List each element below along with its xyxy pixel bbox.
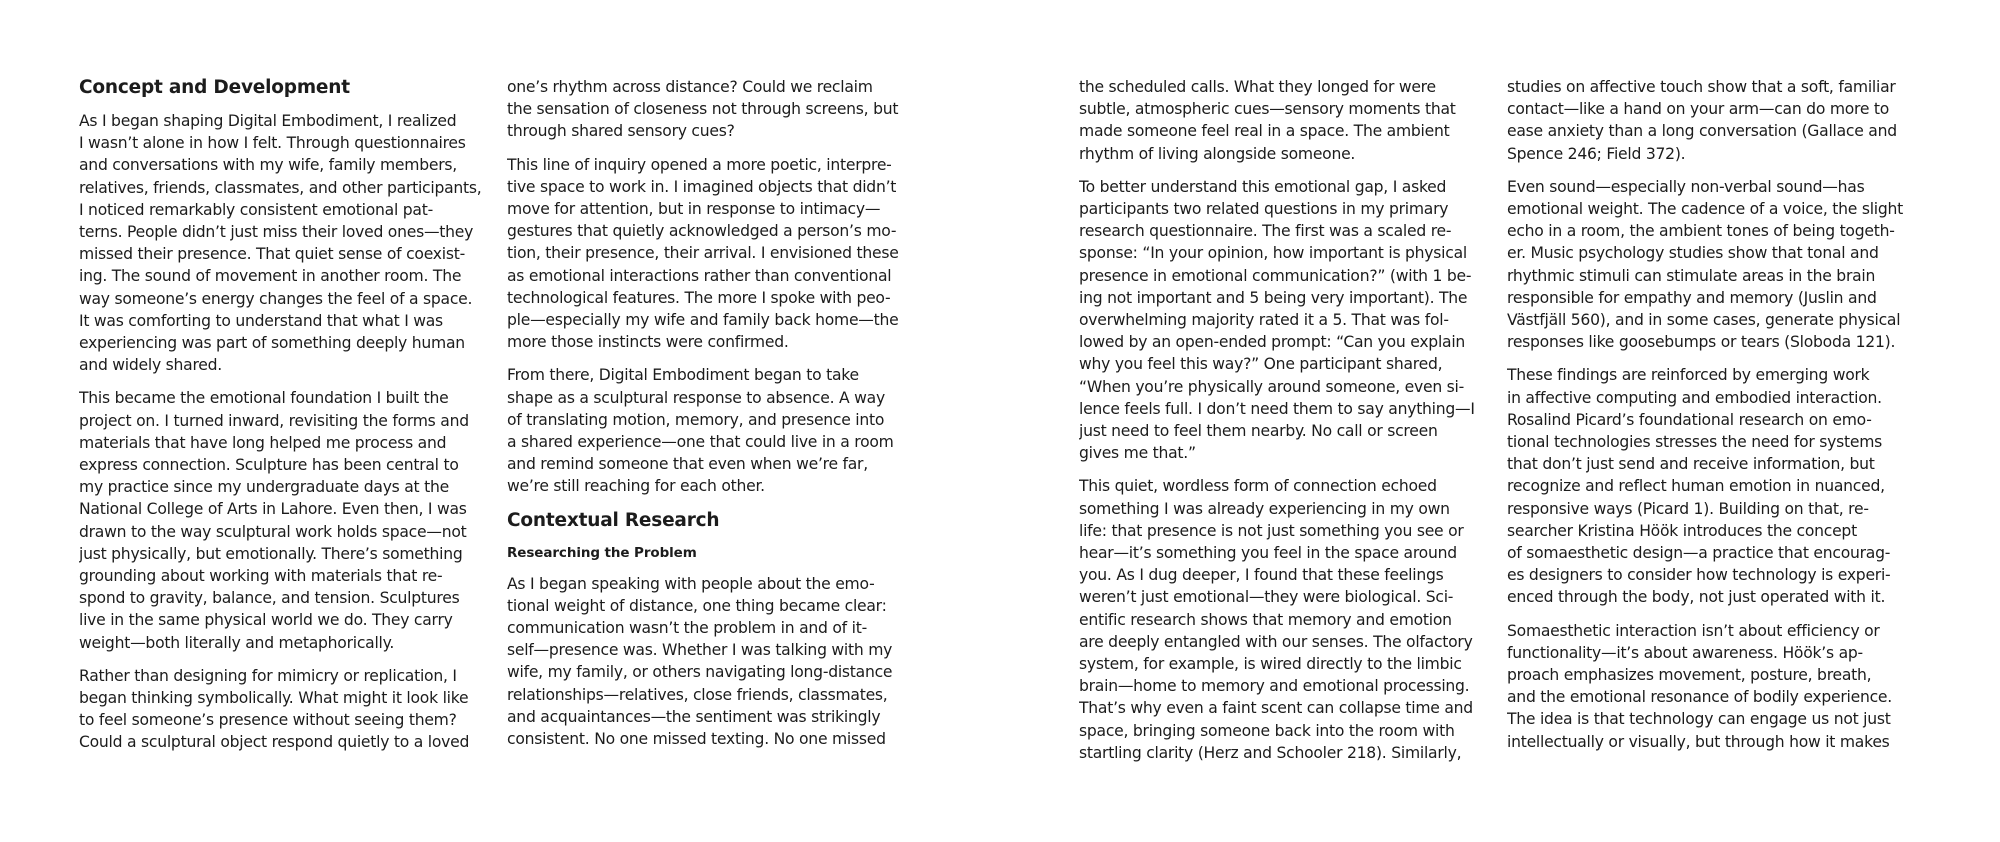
body-paragraph: Somaesthetic interaction isn’t about efficiency or functionality—it’s about awareness. Höök’s ap- proach emphasizes movement, posture, breath, and the emotional resonance of bodily experience. The idea is that technology can engage us not just intellectually or visually, but through how it makes <box>1507 621 1892 751</box>
section-heading-concept: Concept and Development <box>79 77 350 98</box>
section-heading-contextual-research: Contextual Research <box>507 509 720 531</box>
body-paragraph: the scheduled calls. What they longed for were subtle, atmospheric cues—sensory moments that made someone feel real in a space. The ambient rhythm of living alongside someone. <box>1079 78 1456 163</box>
body-paragraph: Rather than designing for mimicry or replication, I began thinking symbolically. What might it look like to feel someone’s presence without seeing them? Could a sculptural object respond quietly to a loved <box>79 666 470 752</box>
subheading-researching-problem: Researching the Problem <box>507 544 697 561</box>
body-paragraph: These findings are reinforced by emerging work in affective computing and embodied interaction. Rosalind Picard’s foundational research on emo- tional technologies stresses the need for systems that don’t just send and receive information, but recognize and reflect human emotion in nuanced, responsive ways (Picard 1). Building on that, re- searcher Kristina Höök introduces the concept of somaesthetic design—a practice that encourag- es designers to consider how technology is experi- enced through the body, not just operated with it. <box>1507 366 1891 607</box>
body-paragraph: one’s rhythm across distance? Could we reclaim the sensation of closeness not through screens, but through shared sensory cues? <box>507 78 899 141</box>
body-paragraph: As I began shaping Digital Embodiment, I realized I wasn’t alone in how I felt. Through questionnaires and conversations with my wife, family members, relatives, friends, classmates, and other participants, I noticed remarkably consistent emotional pat- terns. People didn’t just miss their loved ones—they missed their presence. That quiet sense of coexist- ing. The sound of movement in another room. The way someone’s energy changes the feel of a space. It was comforting to understand that what I was experiencing was part of something deeply human and widely shared. <box>79 112 482 375</box>
body-paragraph: As I began speaking with people about the emo- tional weight of distance, one thing became clear: communication wasn’t the problem in and of it- self—presence was. Whether I was talking with my wife, my family, or others navigating long-distance relationships—relatives, close friends, classmates, and acquaintances—the sentiment was strikingly consistent. No one missed texting. No one missed <box>507 574 893 749</box>
body-paragraph: studies on affective touch show that a soft, familiar contact—like a hand on your arm—can do more to ease anxiety than a long conversation (Gallace and Spence 246; Field 372). <box>1507 78 1897 163</box>
body-paragraph: To better understand this emotional gap, I asked participants two related questions in my primary research questionnaire. The first was a scaled re- sponse: “In your opinion, how important is physical presence in emotional communication?” (with 1 be- ing not important and 5 being very important). The overwhelming majority rated it a 5. That was fol- lowed by an open-ended prompt: “Can you explain why you feel this way?” One participant shared, “When you’re physically around someone, even si- lence feels full. I don’t need them to say anything—I just need to feel them nearby. No call or screen gives me that.” <box>1079 177 1475 463</box>
body-paragraph: Even sound—especially non-verbal sound—has emotional weight. The cadence of a voice, the slight echo in a room, the ambient tones of being togeth- er. Music psychology studies show that tonal and rhythmic stimuli can stimulate areas in the brain responsible for empathy and memory (Juslin and Västfjäll 560), and in some cases, generate physical responses like goosebumps or tears (Sloboda 121). <box>1507 177 1904 352</box>
left-page-column-1 <box>79 76 499 765</box>
right-page-column-1 <box>1079 76 1499 775</box>
body-paragraph: From there, Digital Embodiment began to take shape as a sculptural response to absence. A way of translating motion, memory, and presence into a shared experience—one that could live in a room and remind someone that even when we’re far, we’re still reaching for each other. <box>507 366 894 496</box>
left-page-column-2 <box>507 76 927 761</box>
right-page-column-2 <box>1507 76 1927 764</box>
body-paragraph: This quiet, wordless form of connection echoed something I was already experiencing in my own life: that presence is not just something you see or hear—it’s something you feel in the space around you. As I dug deeper, I found that these feelings weren’t just emotional—they were biological. Sci- entific research shows that memory and emotion are deeply entangled with our senses. The olfactory system, for example, is wired directly to the limbic brain—home to memory and emotional processing. That’s why even a faint scent can collapse time and space, bringing someone back into the room with startling clarity (Herz and Schooler 218). Similarly, <box>1079 477 1473 762</box>
body-paragraph: This line of inquiry opened a more poetic, interpre- tive space to work in. I imagined objects that didn’t move for attention, but in response to intimacy— gestures that quietly acknowledged a person’s mo- tion, their presence, their arrival. I envisioned these as emotional interactions rather than conventional technological features. The more I spoke with peo- ple—especially my wife and family back home—the more those instincts were confirmed. <box>507 155 899 352</box>
body-paragraph: This became the emotional foundation I built the project on. I turned inward, revisiting the forms and materials that have long helped me process and express connection. Sculpture has been central to my practice since my undergraduate days at the National College of Arts in Lahore. Even then, I was drawn to the way sculptural work holds space—not just physically, but emotionally. There’s something grounding about working with materials that re- spond to gravity, balance, and tension. Sculptures live in the same physical world we do. They carry weight—both literally and metaphorically. <box>79 389 469 652</box>
